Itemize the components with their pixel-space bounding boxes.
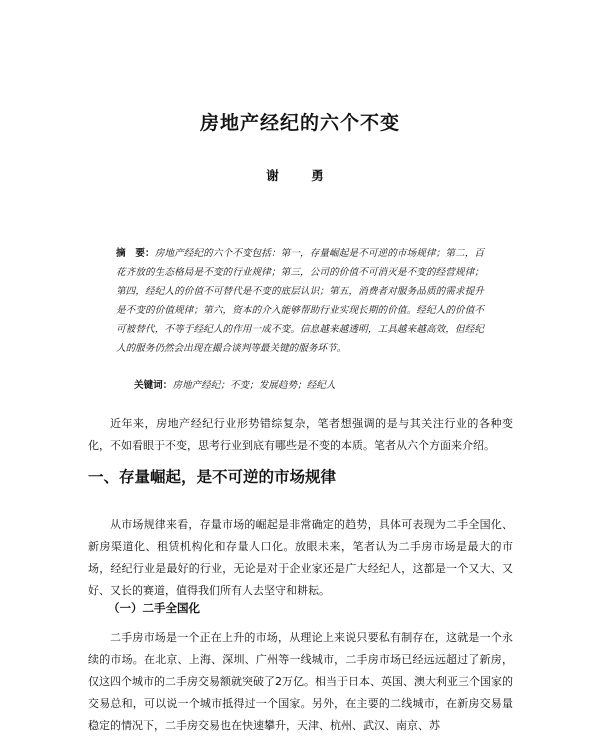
keywords-label: 关键词：: [134, 380, 173, 391]
abstract: [116, 244, 484, 358]
section-heading: 一、存量崛起，是不可逆的市场规律: [88, 468, 337, 486]
keywords-text: 房地产经纪；不变；发展趋势；经纪人: [172, 380, 336, 391]
abstract-label: 摘 要：: [116, 248, 155, 259]
abstract-text: 房地产经纪的六个不变包括：第一，存量崛起是不可逆的市场规律；第二，百花齐放的生态格局是不变的行业规律；第三，公司的价值不可消灭是不变的经营规律；第四，经纪人的价值不可替代是不变的底层认识；第五，消费者对服务品质的需求提升是不变的价值规律；第六，资本的介入能够帮助行业实现长期的价值。经纪人的价值不可被替代，不等于经纪人的作用一成不变。信息越来越透明，工具越来越高效，但经纪人的服务仍然会出现在撮合谈判等最关键的服务环节。: [116, 248, 485, 354]
subsection-paragraph: 二手房市场是一个正在上升的市场，从理论上来说只要私有制存在，这就是一个永续的市场。在北京、上海、深圳、广州等一线城市，二手房市场已经远远超过了新房，仅这四个城市的二手房交易额就突破了2万亿。相当于日本、英国、澳大利亚三个国家的交易总和，可以说一个城市抵得过一个国家。另外，在主要的二线城市，在新房交易量稳定的情况下，二手房交易也在快速攀升，天津、杭州、武汉、南京、苏: [88, 631, 513, 732]
subsection-heading: （一）二手全国化: [108, 601, 200, 615]
article-title: 房地产经纪的六个不变: [199, 112, 400, 134]
article-author: 谢 勇: [266, 168, 334, 183]
intro-paragraph: 近年来，房地产经纪行业形势错综复杂，笔者想强调的是与其关注行业的各种变化，不如看眼于不变，思考行业到底有哪些是不变的本质。笔者从六个方面来介绍。: [88, 417, 513, 452]
section-paragraph: 从市场规律来看，存量市场的崛起是非常确定的趋势，具体可表现为二手全国化、新房渠道化、租赁机构化和存量人口化。放眼未来，笔者认为二手房市场是最大的市场，经纪行业是最好的行业，无论是对于企业家还是广大经纪人，这都是一个又大、又好、又长的赛道，值得我们所有人去坚守和耕耘。: [88, 518, 513, 597]
keywords: [134, 377, 484, 391]
